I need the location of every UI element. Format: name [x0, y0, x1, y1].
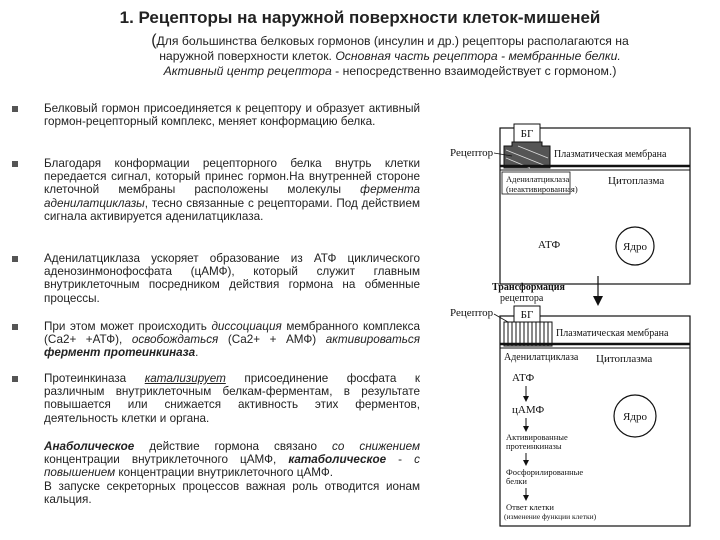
bullet-4-part: При этом может происходить: [44, 320, 212, 333]
final-part: концентрации внутриклеточного цАМФ.: [115, 466, 334, 480]
proteins-label: белки: [506, 476, 527, 486]
arrow-down-icon: [523, 396, 529, 402]
bullet-2-italic: фермента аденилатциклазы: [44, 183, 420, 210]
activated-label: Активированные: [506, 432, 568, 442]
bullet-4-part: (Са2+ + АМФ): [218, 333, 326, 347]
final-italic: с повышением: [44, 453, 420, 480]
atp-label-bottom: АТФ: [512, 372, 535, 384]
camp-label: цАМФ: [512, 404, 545, 416]
final-bold: катаболическое: [288, 453, 387, 467]
bullet-marker: [12, 376, 18, 382]
final-part: концентрации внутриклеточного цАМФ,: [44, 453, 289, 467]
receptor-complex-bottom: [504, 322, 552, 346]
bullet-4-italic: активироваться: [325, 333, 421, 347]
final-part: действие гормона связано: [134, 440, 333, 453]
final-paragraph: [44, 440, 420, 506]
hormone-label-bottom: БГ: [520, 309, 534, 321]
intro-text: [110, 33, 670, 79]
receptor-label-top: Рецептор: [450, 147, 494, 159]
receptor-diagram: [446, 106, 698, 532]
bullet-5-text: [44, 372, 420, 425]
inactive-label: (неактивированная): [506, 184, 578, 194]
bullet-4-italic: освобождаться: [131, 333, 219, 347]
bullet-marker: [12, 256, 18, 262]
membrane-label-bottom: Плазматическая мембрана: [556, 328, 669, 339]
intro-line3b: - непосредственно взаимодействует с гормоном.): [331, 64, 617, 78]
final-part: -: [386, 453, 415, 467]
bullet-marker: [12, 106, 18, 112]
adenylate-label-top: Аденилатциклаза: [506, 174, 570, 184]
cytoplasm-label-bottom: Цитоплазма: [596, 353, 653, 365]
arrow-down-icon: [593, 296, 603, 306]
bullet-4-bold: фермент протеинкиназа: [44, 346, 196, 360]
bullet-2-text: [44, 157, 420, 223]
bullet-3-text: Аденилатциклаза ускоряет образование из АТФ циклического аденозинмонофосфата (цАМФ), который служит главным внутриклеточным посредником действия гормона на обменные процессы.: [44, 252, 420, 305]
receptor-label-bottom: Рецептор: [450, 307, 494, 319]
bullet-5-italic: катализирует: [144, 372, 226, 385]
bullet-2: [12, 157, 420, 223]
bullet-4-part: мембранного комплекса (Са2+ +АТФ),: [44, 320, 420, 347]
cytoplasm-label-top: Цитоплазма: [608, 175, 665, 187]
bullet-5-part: Протеинкиназа: [44, 372, 145, 385]
bullet-5-part: присоединение фосфата к различным внутриклеточным белкам-ферментам, в результате повышается или снижается активность этих ферментов, деятельность клетки и органа.: [44, 372, 420, 425]
final-line2: В запуске секреторных процессов важная роль отводится ионам кальция.: [44, 479, 420, 506]
slide-title: 1. Рецепторы на наружной поверхности клеток-мишеней: [119, 8, 601, 27]
intro-line3a: Активный центр рецептора: [163, 64, 332, 78]
bullet-3: [12, 252, 420, 305]
bullet-2-part: , тесно связанные с рецепторами. Под действием сигнала активируется аденилатциклаза.: [44, 196, 420, 223]
transform-receptor-label: рецептора: [500, 293, 544, 304]
nucleus-label-top: Ядро: [623, 241, 647, 253]
phospho-label: Фосфорилированные: [506, 467, 584, 477]
intro-line2b: Основная часть рецептора - мембранные белки.: [335, 49, 621, 63]
intro-open-paren: (: [151, 32, 157, 49]
response-label: Ответ клетки: [506, 502, 554, 512]
intro-line2a: наружной поверхности клеток.: [159, 49, 336, 63]
atp-label-top: АТФ: [538, 239, 561, 251]
adenylate-label-bottom: Аденилатциклаза: [504, 352, 579, 363]
arrow-down-icon: [523, 495, 529, 501]
nucleus-label-bottom: Ядро: [623, 411, 647, 423]
arrow-down-icon: [523, 460, 529, 466]
final-bold: Анаболическое: [44, 440, 135, 453]
bullet-4: [12, 320, 420, 360]
membrane-label-top: Плазматическая мембрана: [554, 149, 667, 160]
bullet-1: [12, 102, 420, 128]
bullet-4-italic: диссоциация: [211, 320, 282, 333]
response-sub-label: (изменение функции клетки): [504, 512, 597, 521]
intro-line1: Для большинства белковых гормонов (инсулин и др.) рецепторы располагаются на: [156, 34, 629, 48]
bullet-5: [12, 372, 420, 425]
bullet-marker: [12, 324, 18, 330]
final-italic: со снижением: [332, 440, 420, 453]
bullet-1-text: Белковый гормон присоединяется к рецептору и образует активный гормон-рецепторный комплекс, меняет конформацию белка.: [44, 102, 420, 129]
receptor-top: [504, 142, 550, 168]
bullet-4-text: [44, 320, 420, 360]
receptor-pointer-bottom: [494, 314, 508, 322]
hormone-label-top: БГ: [520, 128, 534, 140]
bullet-marker: [12, 161, 18, 167]
kinase-label: протеинкиназы: [506, 441, 562, 451]
bullet-2-part: Благодаря конформации рецепторного белка внутрь клетки передается сигнал, который принес гормон.На внутренней стороне клеточной мембраны расположены молекулы: [44, 157, 420, 197]
bullet-4-part: .: [195, 346, 199, 360]
transform-label: Трансформация: [492, 282, 565, 293]
